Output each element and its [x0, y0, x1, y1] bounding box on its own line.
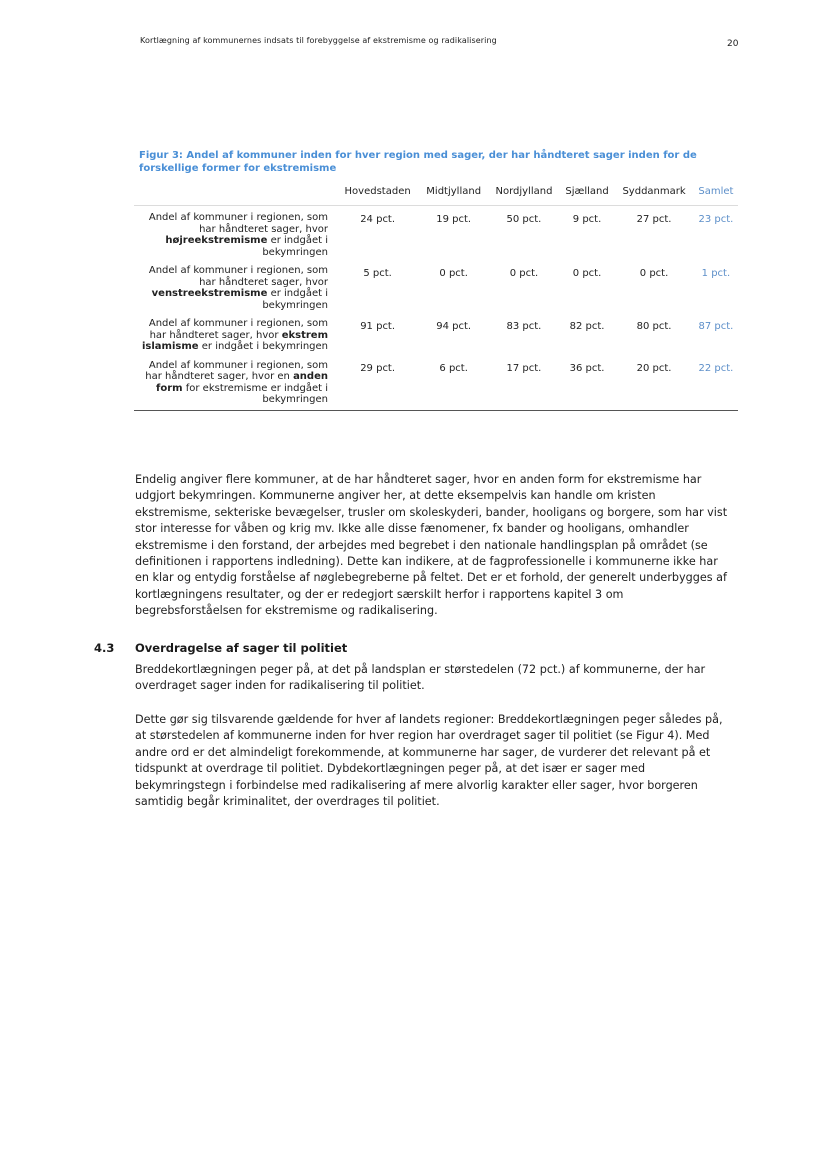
cell-value: 17 pct.: [488, 360, 560, 411]
cell-value: 5 pct.: [363, 268, 392, 279]
cell-value: 6 pct.: [419, 360, 488, 411]
col-header-sjaelland: Sjælland: [560, 186, 615, 206]
paragraph-regions: Dette gør sig tilsvarende gældende for hver af landets regioner: Breddekortlægningen peger således på, at størstedelen af kommunerne inden for hver region har overdraget sager til politiet (se Figur 4). Med andre ord er det almindeligt forekommende, at kommunerne har sager, de vurderer det relevant på et tidspunkt at overdrage til politiet. Dybdekortlægningen peger på, at det især er sager med bekymringstegn i forbindelse med radikalisering af mere alvorlig karakter eller sager, hvor borgeren samtidig begår kriminalitet, der overdrages til politiet.: [135, 713, 723, 809]
cell-value: 82 pct.: [569, 321, 605, 332]
cell-value: 50 pct.: [506, 214, 542, 225]
running-header: Kortlægning af kommunernes indsats til forebyggelse af ekstremisme og radikalisering: [140, 36, 497, 45]
table-row: [134, 318, 738, 360]
section-number: 4.3: [94, 641, 115, 655]
cell-value: 0 pct.: [639, 268, 669, 279]
cell-value: 91 pct.: [360, 321, 396, 332]
cell-value: 29 pct.: [336, 360, 419, 411]
figure-table: [134, 186, 738, 411]
col-header-syddanmark: Syddanmark: [614, 186, 694, 206]
row-label: Andel af kommuner i regionen, som har håndteret sager, hvor venstreekstremisme er indgået i bekymringen: [148, 265, 328, 311]
cell-value: 36 pct.: [560, 360, 615, 411]
cell-value-total: 87 pct.: [698, 321, 734, 332]
row-label: Andel af kommuner i regionen, som har håndteret sager, hvor højreekstremisme er indgået i bekymringen: [148, 212, 328, 258]
cell-value: 24 pct.: [360, 214, 396, 225]
cell-value: 0 pct.: [439, 268, 468, 279]
col-header-hovedstaden: Hovedstaden: [336, 186, 419, 206]
cell-value: 0 pct.: [509, 268, 539, 279]
table-row: [134, 265, 738, 318]
row-label: Andel af kommuner i regionen, som har håndteret sager, hvor en anden form for ekstremisme er indgået i bekymringen: [134, 360, 336, 411]
table-row: [134, 360, 738, 411]
cell-value: 80 pct.: [636, 321, 672, 332]
row-label: Andel af kommuner i regionen, som har håndteret sager, hvor ekstrem islamisme er indgået i bekymringen: [142, 318, 328, 352]
table-row: [134, 206, 738, 266]
cell-value: 83 pct.: [506, 321, 542, 332]
corner-cell: [134, 186, 336, 206]
cell-value: 94 pct.: [436, 321, 472, 332]
cell-value: 27 pct.: [636, 214, 672, 225]
cell-value: 19 pct.: [436, 214, 472, 225]
cell-value: 20 pct.: [614, 360, 694, 411]
col-header-samlet: Samlet: [694, 186, 738, 206]
paragraph-police-handover: Breddekortlægningen peger på, at det på landsplan er størstedelen (72 pct.) af kommunerne, der har overdraget sager inden for radikalisering til politiet.: [135, 663, 706, 693]
col-header-midtjylland: Midtjylland: [419, 186, 488, 206]
figure-caption: Figur 3: Andel af kommuner inden for hver region med sager, der har håndteret sager inden for de forskellige former for ekstremisme: [139, 150, 697, 174]
cell-value-total: 23 pct.: [698, 214, 734, 225]
paragraph-other-extremism: Endelig angiver flere kommuner, at de har håndteret sager, hvor en anden form for ekstremisme har udgjort bekymringen. Kommunerne angiver her, at dette eksempelvis kan handle om kristen ekstremisme, sekteriske bevægelser, trusler om skoleskyderi, bander, hooligans og borgere, som har vist stor interesse for våben og krig mv. Ikke alle disse fænomener, fx bander og hooligans, omhandler ekstremisme i den forstand, der arbejdes med begrebet i den nationale handlingsplan på området (se definitionen i rapportens indledning). Dette kan indikere, at de fagprofessionelle i kommunerne ikke har en klar og entydig forståelse af nøglebegreberne på feltet. Det er et forhold, der generelt underbygges af kortlægningens resultater, og der er redegjort særskilt herfor i rapportens kapitel 3 om begrebsforståelsen for ekstremisme og radikalisering.: [135, 473, 728, 618]
cell-value-total: 1 pct.: [701, 268, 731, 279]
page-number: 20: [727, 39, 739, 49]
section-title: Overdragelse af sager til politiet: [135, 641, 348, 655]
col-header-nordjylland: Nordjylland: [488, 186, 560, 206]
cell-value: 9 pct.: [572, 214, 602, 225]
cell-value: 0 pct.: [572, 268, 602, 279]
cell-value-total: 22 pct.: [694, 360, 738, 411]
